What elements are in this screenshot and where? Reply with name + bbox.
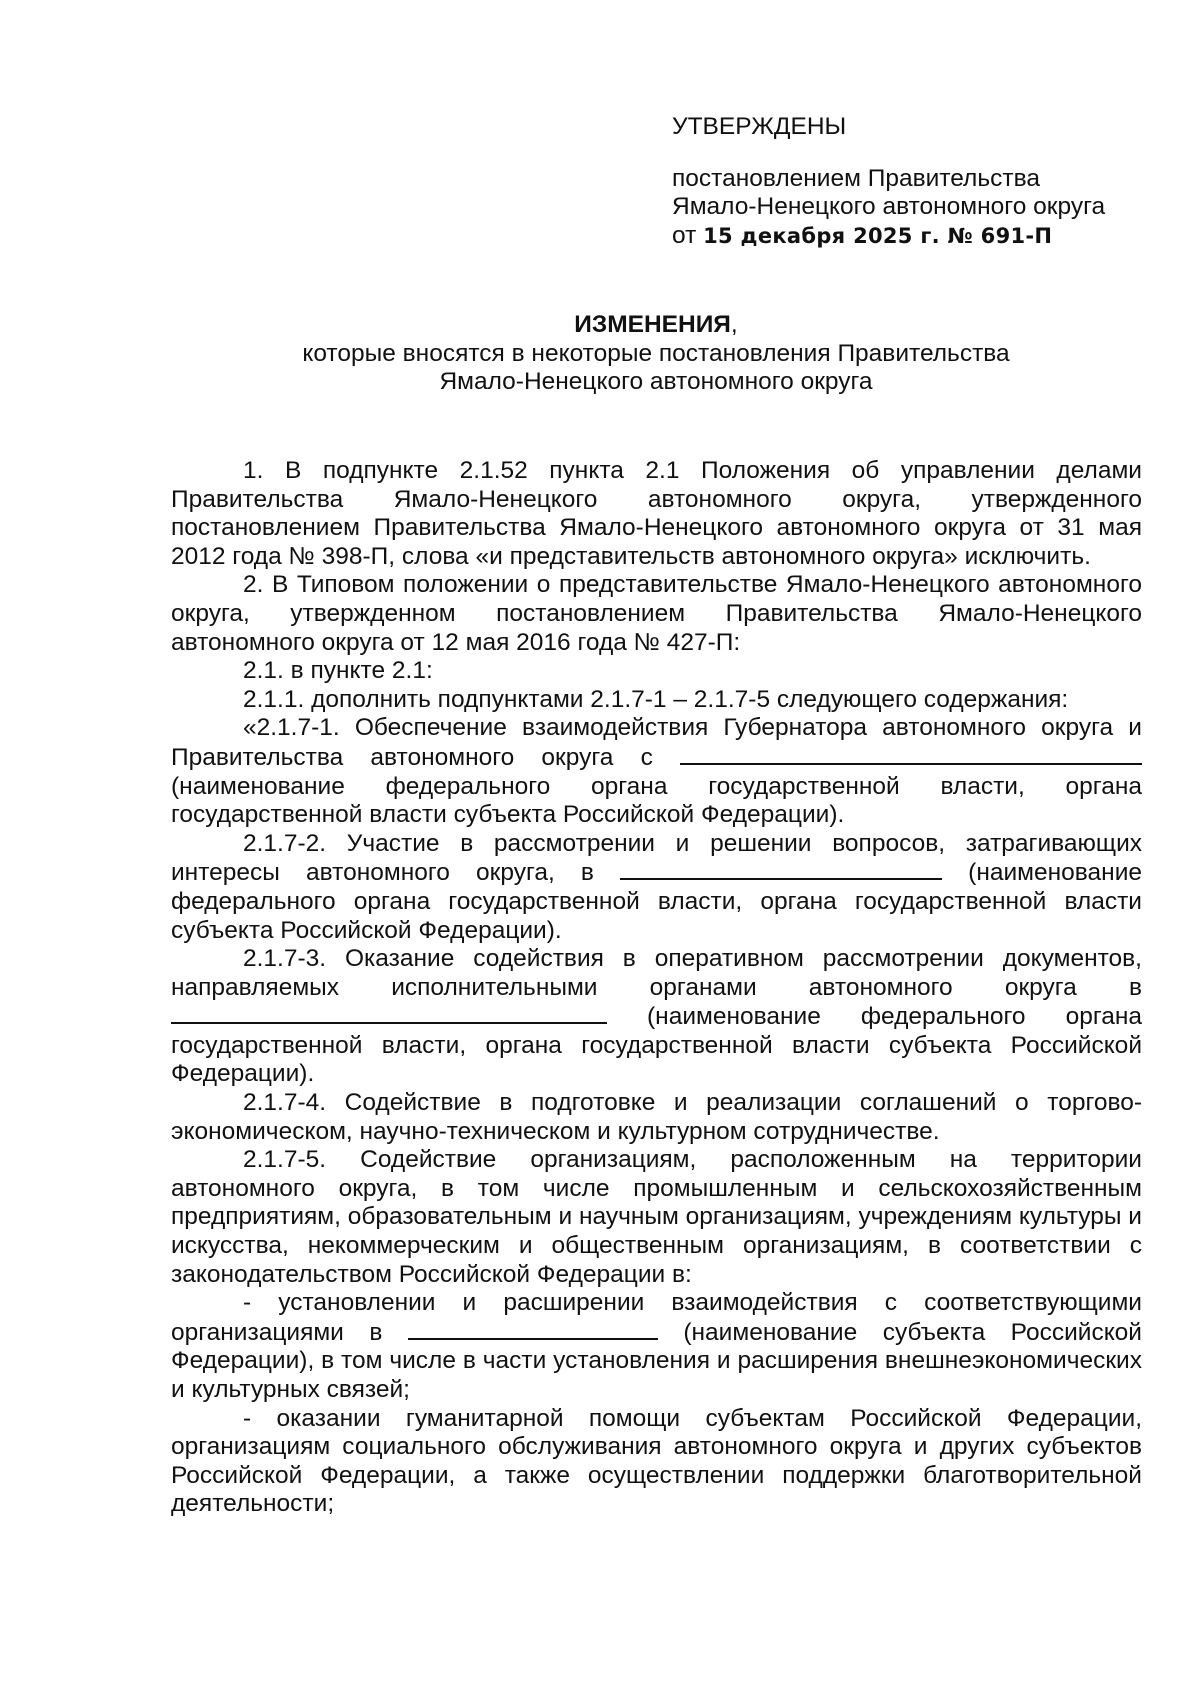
paragraph-2-1-7-1-start: «2.1.7-1. Обеспечение взаимодействия Губернатора автономного округа и Правительства автономного округа с — [171, 714, 1142, 771]
list-item-1-start: - установлении и расширении взаимодействия с соответствующими организациями в — [171, 1289, 1142, 1346]
heading-title: ИЗМЕНЕНИЯ — [574, 311, 731, 338]
paragraph-2-1-7-3-end: (наименование федерального органа государственной власти, органа государственной власти субъекта Российской Федерации). — [171, 1003, 1142, 1088]
list-item-1-end: (наименование субъекта Российской Федерации), в том числе в части установления и расширения внешнеэкономических и культурных связей; — [171, 1318, 1142, 1403]
paragraph-2-1-7-3-start: 2.1.7-3. Оказание содействия в оперативном рассмотрении документов, направляемых исполнительными органами автономного округа в — [171, 945, 1142, 1001]
paragraph-2-1-7-2 — [171, 830, 1142, 945]
paragraph-2-1-7-4: 2.1.7-4. Содействие в подготовке и реализации соглашений о торгово-экономическом, научно-техническом и культурном сотрудничестве. — [171, 1089, 1142, 1145]
approval-date-prefix: от — [672, 221, 704, 249]
heading-subtitle-line-2: Ямало-Ненецкого автономного округа — [439, 368, 873, 396]
blank-fill-line — [171, 1002, 607, 1024]
paragraph-2: 2. В Типовом положении о представительстве Ямало-Ненецкого автономного округа, утвержденном постановлением Правительства Ямало-Ненецкого автономного округа от 12 мая 2016 года № 427-П: — [171, 571, 1142, 656]
approval-line-2: Ямало-Ненецкого автономного округа — [672, 193, 1106, 221]
paragraph-2-1-7-1-end: (наименование федерального органа государственной власти, органа государственной власти субъекта Российской Федерации). — [171, 772, 1142, 829]
heading-title-line — [171, 311, 1141, 340]
blank-fill-line — [620, 858, 942, 880]
list-item-1 — [171, 1289, 1142, 1404]
paragraph-2-1: 2.1. в пункте 2.1: — [243, 657, 433, 685]
approval-title: УТВЕРЖДЕНЫ — [672, 113, 847, 140]
heading-title-comma: , — [730, 311, 738, 338]
approval-stamp — [672, 113, 1152, 250]
paragraph-2-1-7-2-end: (наименование федерального органа государственной власти, органа государственной власти субъекта Российской Федерации). — [171, 859, 1143, 944]
approval-line-1: постановлением Правительства — [672, 164, 1040, 192]
paragraph-2-1-7-5: 2.1.7-5. Содействие организациям, расположенным на территории автономного округа, в том числе промышленным и сельскохозяйственным предприятиям, образовательным и научным организациям, учреждениям культуры и искусства, некоммерческим и общественным организациям, в соответствии с законодательством Российской Федерации в: — [171, 1146, 1142, 1288]
heading-subtitle-line-1: которые вносятся в некоторые постановления Правительства — [302, 339, 1010, 367]
list-item-2: - оказании гуманитарной помощи субъектам Российской Федерации, организациям социального обслуживания автономного округа и других субъектов Российской Федерации, а также осуществлении поддержки благотворительной деятельности; — [171, 1404, 1142, 1518]
paragraph-2-1-7-2-start: 2.1.7-2. Участие в рассмотрении и решении вопросов, затрагивающих интересы автономного округа, в — [171, 829, 1142, 887]
approval-date-value: 15 декабря 2025 г. № 691-П — [703, 223, 1053, 248]
paragraph-2-1-7-1 — [171, 714, 1142, 829]
paragraph-1: 1. В подпункте 2.1.52 пункта 2.1 Положения об управлении делами Правительства Ямало-Ненецкого автономного округа, утвержденного постановлением Правительства Ямало-Ненецкого автономного округа от 31 мая 2012 года № 398-П, слова «и представительств автономного округа» исключить. — [171, 457, 1142, 570]
document-heading — [171, 311, 1141, 397]
document-body — [171, 457, 1142, 1519]
approval-date-line — [672, 222, 1152, 251]
blank-fill-line — [408, 1318, 658, 1340]
paragraph-2-1-7-3 — [171, 945, 1142, 1089]
blank-fill-line — [680, 743, 1142, 765]
paragraph-2-1-1: 2.1.1. дополнить подпунктами 2.1.7-1 – 2.1.7-5 следующего содержания: — [243, 685, 1069, 713]
